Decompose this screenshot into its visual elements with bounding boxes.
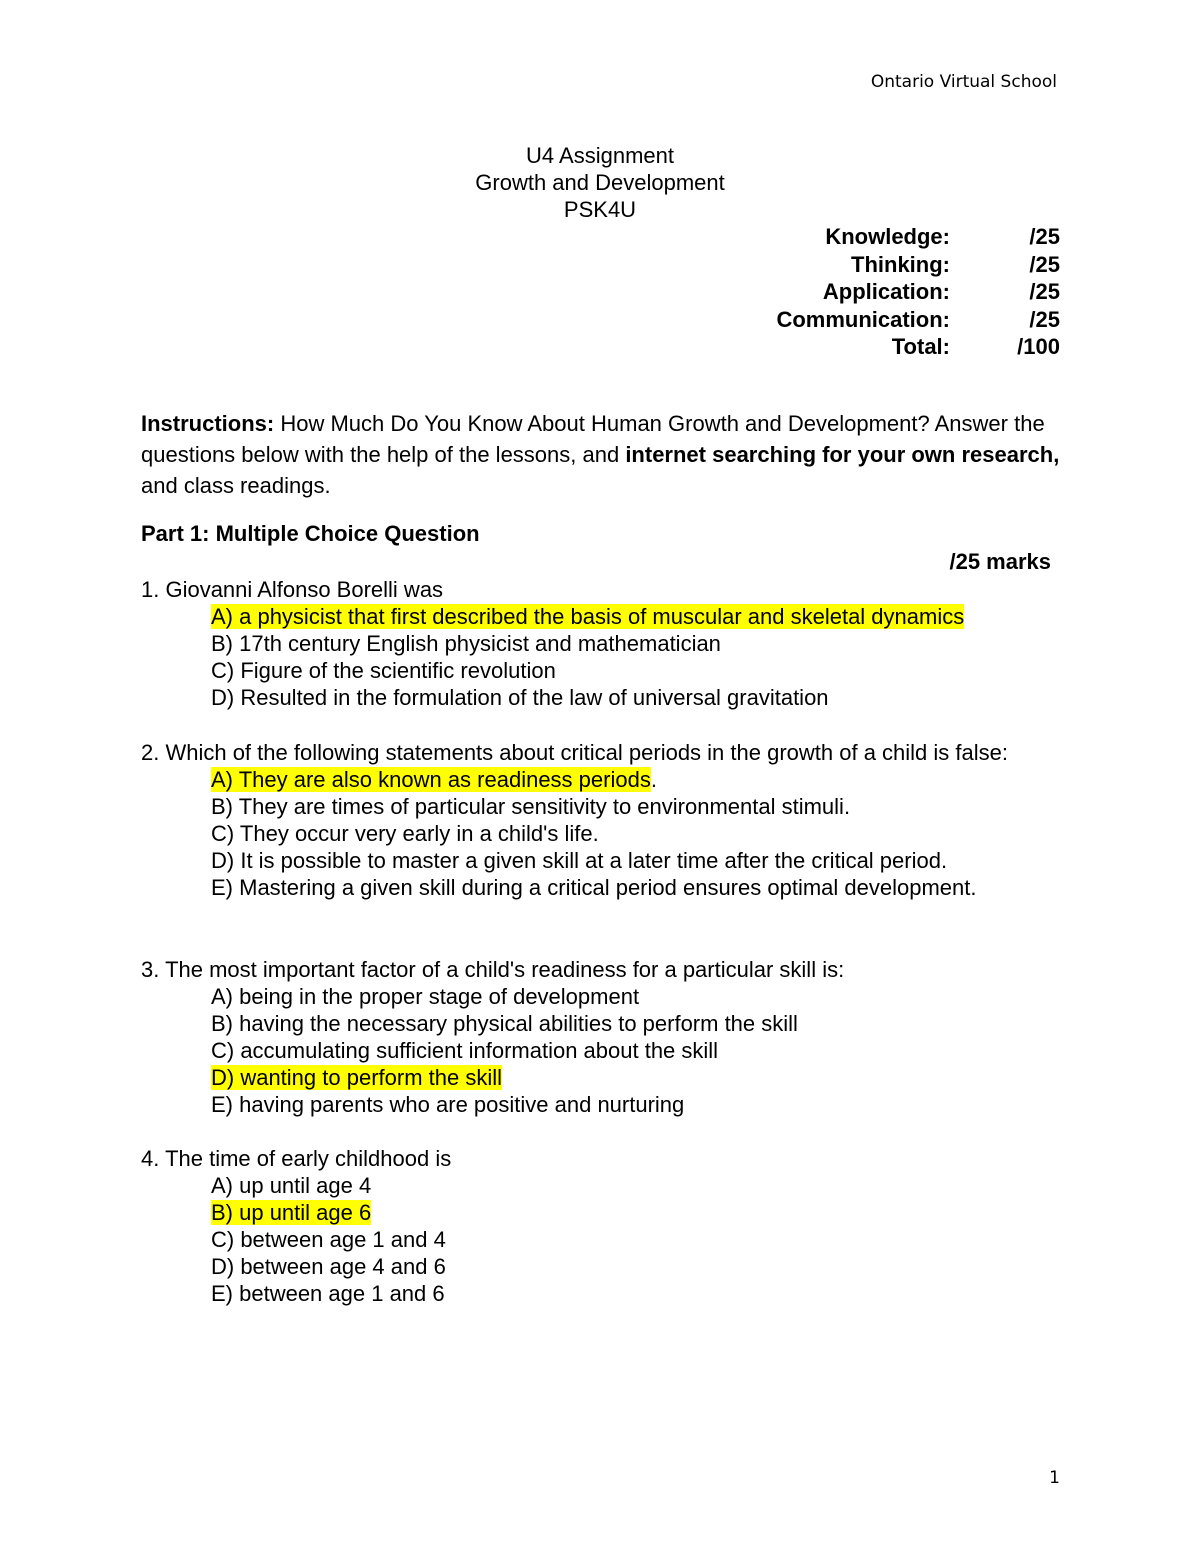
instructions-label: Instructions: [141,411,275,436]
assignment-subtitle: Growth and Development [475,170,725,195]
answer-option: E) Mastering a given skill during a critical period ensures optimal development. [211,875,977,900]
answer-option: C) between age 1 and 4 [211,1227,446,1252]
question-1 [141,576,1061,711]
answer-option: D) It is possible to master a given skill at a later time after the critical period. [211,848,948,873]
answer-option: C) accumulating sufficient information about the skill [211,1038,719,1063]
question-4 [141,1145,1061,1307]
instructions-text-end: and class readings. [141,473,331,498]
answer-option [211,1064,1061,1091]
answer-option: E) between age 1 and 6 [211,1281,445,1306]
question-text: 2. Which of the following statements about critical periods in the growth of a child is false: [141,740,1008,765]
marks-row-knowledge [700,223,1060,251]
instructions-emphasis: internet searching for your own research, [625,442,1060,467]
answer-option: E) having parents who are positive and nurturing [211,1092,685,1117]
answer-option [211,766,1061,793]
marks-label: Knowledge: [825,224,950,249]
instructions-paragraph [141,408,1061,501]
marks-table [700,223,1060,361]
answer-option: A) up until age 4 [211,1173,372,1198]
highlighted-answer: A) a physicist that first described the basis of muscular and skeletal dynamics [211,604,965,629]
question-text: 1. Giovanni Alfonso Borelli was [141,577,444,602]
assignment-title: U4 Assignment [526,143,674,168]
marks-value: /25 [1029,224,1060,249]
question-text: 3. The most important factor of a child's readiness for a particular skill is: [141,957,845,982]
part-marks: /25 marks [949,549,1051,574]
question-text: 4. The time of early childhood is [141,1146,452,1171]
answer-option: B) They are times of particular sensitivity to environmental stimuli. [211,794,851,819]
marks-row-communication [700,306,1060,334]
marks-row-application [700,278,1060,306]
part-title: Part 1: Multiple Choice Question [141,521,480,546]
marks-value: /25 [1029,251,1060,277]
answer-option: D) Resulted in the formulation of the law of universal gravitation [211,685,829,710]
marks-value: /25 [1029,279,1060,304]
marks-label: Application: [822,279,950,304]
title-block [300,142,900,223]
answer-options [141,766,1061,901]
answer-options [141,603,1061,711]
answer-option: C) They occur very early in a child's life. [211,821,599,846]
marks-label: Thinking: [851,251,950,277]
answer-options [141,983,1061,1118]
question-3 [141,956,1061,1118]
course-code: PSK4U [563,197,637,222]
answer-option: D) between age 4 and 6 [211,1254,446,1279]
marks-row-total [700,333,1060,361]
question-2 [141,739,1061,901]
marks-value: /25 [1029,306,1060,332]
answer-option: C) Figure of the scientific revolution [211,658,556,683]
instructions-text: How Much Do You Know About Human Growth and Development? Answer the questions below with the help of the lessons, and [141,411,1045,467]
marks-label: Total: [891,334,950,359]
marks-value: /100 [1017,334,1060,359]
highlighted-answer: D) wanting to perform the skill [211,1065,502,1090]
highlighted-answer: A) They are also known as readiness periods [211,767,651,792]
answer-options [141,1172,1061,1307]
answer-option [211,1199,1061,1226]
marks-label: Communication: [776,306,950,332]
marks-row-thinking [700,251,1060,279]
option-suffix: . [650,767,657,792]
school-header: Ontario Virtual School [870,72,1057,92]
highlighted-answer: B) up until age 6 [211,1200,372,1225]
answer-option: B) 17th century English physicist and mathematician [211,631,721,656]
answer-option: A) being in the proper stage of development [211,984,640,1009]
answer-option [211,603,1061,630]
page-number: 1 [1049,1468,1060,1488]
answer-option: B) having the necessary physical abilities to perform the skill [211,1011,798,1036]
